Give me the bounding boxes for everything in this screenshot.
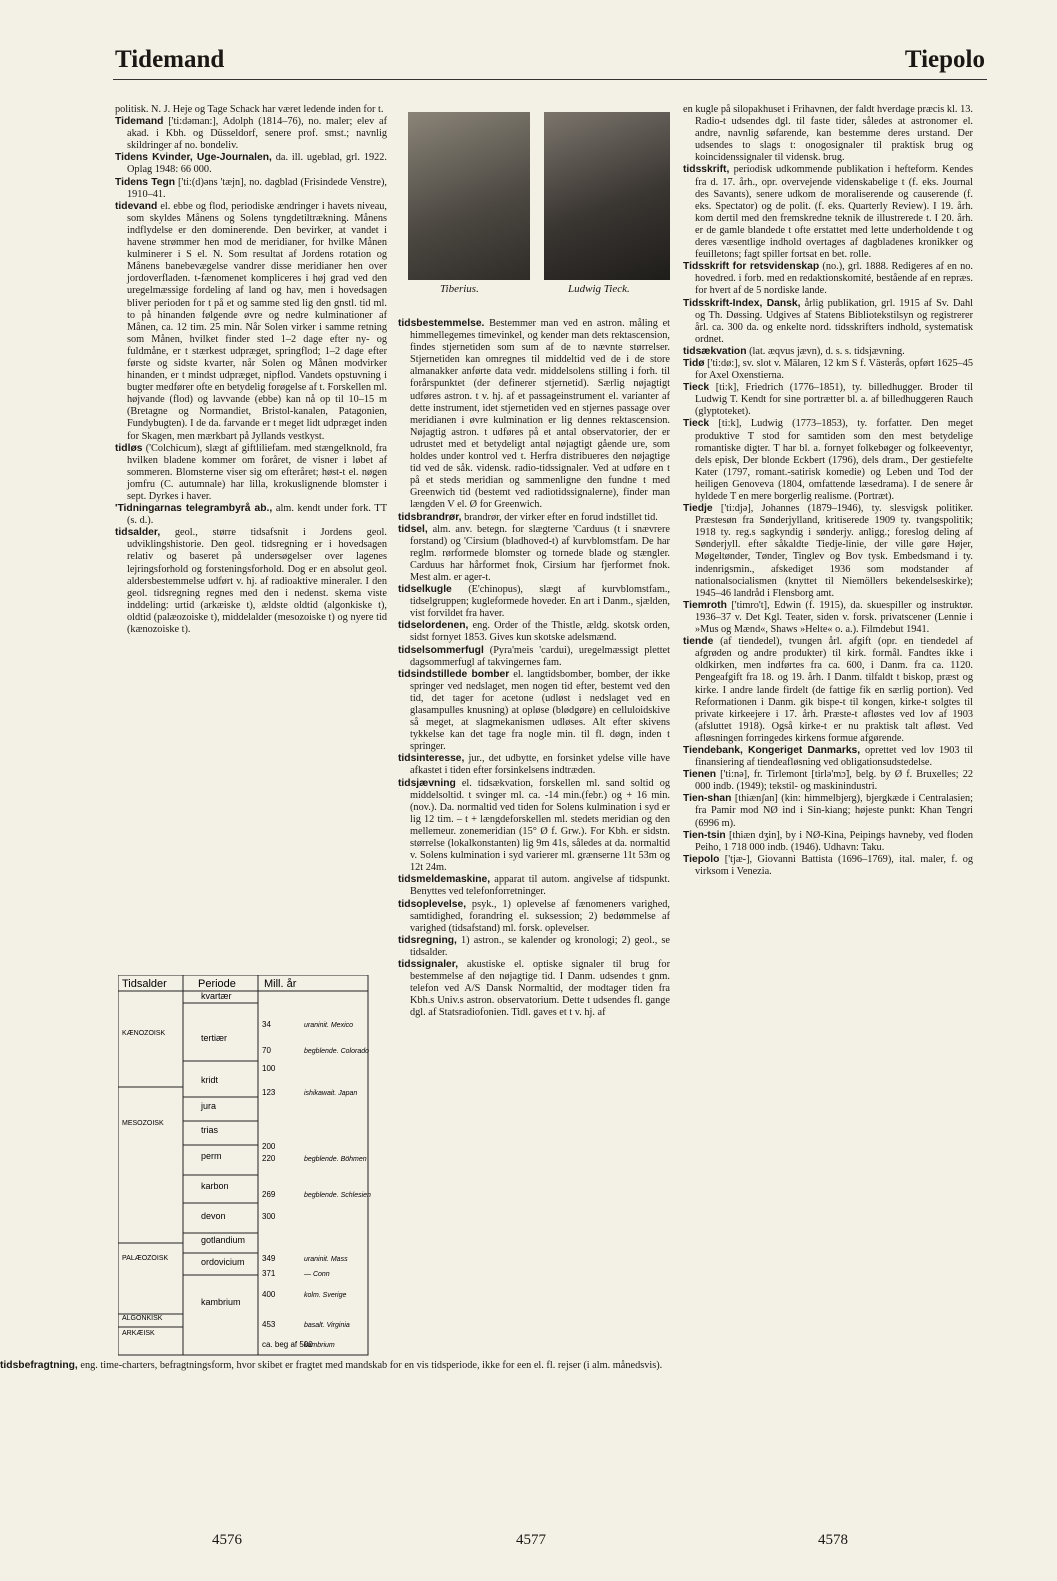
headword: tidsskrift, xyxy=(683,164,730,176)
era-label: KÆNOZOISK xyxy=(122,1030,166,1037)
headword: Tien-shan xyxy=(683,793,732,805)
entry xyxy=(398,778,670,875)
entry-text: årlig publikation, grl. 1915 af Sv. Dahl og Th. Døssing. Udgives af Statens Bibliotekstilsyn og registrerer årl. ca. 300 da. og enkelte nord. tidsskrifters indhold, systematisk ordnet. xyxy=(695,297,973,345)
era-label: PALÆOZOISK xyxy=(122,1255,169,1262)
entry xyxy=(115,116,387,152)
headword: tidsækvation xyxy=(683,345,747,357)
age-note: kolm. Sverige xyxy=(304,1292,347,1299)
era-label: ALGONKISK xyxy=(122,1315,163,1322)
period-label: ordovicium xyxy=(201,1257,245,1267)
entry-text: ['tjæ-], Giovanni Battista (1696–1769), ital. maler, f. og virksom i Venezia. xyxy=(695,853,973,877)
entry-text: ['ti:nə], fr. Tirlemont [tirlə'mɔ̃], belg. by Ø f. Bruxelles; 22 000 indb. (1949); tekstil- og maskinindustri. xyxy=(695,769,973,793)
headword: tidsindstillede bomber xyxy=(398,668,510,680)
entry xyxy=(398,512,670,524)
entry-text: eng. Order of the Thistle, ældg. skotsk orden, sidst fornyet 1853. Gives kun skotske adelsmænd. xyxy=(410,620,670,644)
entry-text: ['ti:dø:], sv. slot v. Mälaren, 12 km S f. Västerås, opført 1625–45 for Axel Oxenstierna. xyxy=(695,357,973,382)
entry xyxy=(683,382,973,418)
entry xyxy=(683,164,973,261)
age-value: 100 xyxy=(262,1064,276,1073)
entry xyxy=(398,584,670,620)
headword: tidsregning, xyxy=(398,934,457,946)
entry-text: el. tidsækvation, forskellen ml. sand soltid og middelsoltid. t svinger ml. ca. -14 min.(febr.) og + 16 min.(nov.). Da. normaltid ved tiden for Solens kulmination i syd er lig 12 tim. – t + længdeforskellen ml. stedets meridian og den mellemeur. zonemeridian (15° Ø f. Grw.). For Kbh. er sidstn. størrelse (lokalkonstanten) lig 9m 41s, således at da. normaltid v. Solens kulmination i syd varierer ml. grænserne 11t 53m og 12t 24m. xyxy=(410,777,670,874)
headword: tidssignaler, xyxy=(398,958,459,970)
entry-text: ['timro't], Edwin (f. 1915), da. skuespiller og instruktør. 1936–37 v. Det Kgl. Teater, siden v. forsk. privatscener (Lennie i »Mus og Mænd«, Shaws »Helte« o. a.). Filmdebut 1941. xyxy=(695,599,973,636)
period-label: kvartær xyxy=(201,991,232,1001)
headword: Tidø xyxy=(683,357,705,369)
entry-text: (lat. æqvus jævn), d. s. s. tidsjævning. xyxy=(746,345,905,357)
entry xyxy=(398,899,670,935)
entry xyxy=(683,636,973,745)
headword: tidevand xyxy=(115,200,158,212)
entry xyxy=(115,152,387,176)
page-number-left: 4576 xyxy=(212,1532,242,1548)
age-note: begblende. Colorado xyxy=(304,1048,369,1055)
entry-text: periodisk udkommende publikation i hefteform. Kendes fra d. 17. årh., opr. overvejende videnskabelige t (f. eks. Journal des Savants), senere udkom de moraliserende og causerende (f. eks. Spectator) og de polit. (f. eks. Quarterly Review). I 19. årh. kom dertil med den fremskredne teknik de illustrerede t. I 20. årh. er de gamle blandede t ofte erstattet med lette underholdende t og deres væsentlige indhold overtages af dagbladenes kronikker og feuilletons; fagt spiller fortsat en bet. rolle. xyxy=(695,164,973,261)
geologic-time-table xyxy=(118,975,380,1357)
age-note: basalt. Virginia xyxy=(304,1322,350,1329)
headword: Tiendebank, Kongeriget Danmarks, xyxy=(683,744,861,756)
entry xyxy=(683,830,973,854)
column-left-tail xyxy=(0,1360,662,1372)
age-value: 269 xyxy=(262,1190,276,1199)
age-note: uraninit. Mexico xyxy=(304,1022,354,1029)
entry-text: brandrør, der virker efter en forud indstillet tid. xyxy=(461,511,658,523)
entry xyxy=(398,524,670,584)
entry-text: ['ti:djə], Johannes (1879–1946), ty. slesvigsk politiker. Præstesøn fra Sønderjylland, kritiserede 1909 ty. tvangspolitik; 1918 ty. reg.s sagkyndig i sønderjy. anligg.; foreslog deling af Sønderjyll. efter såkaldte Tiedje-linie, der ville gøre Højer, Møgeltønder, Tønder, Tinglev og Bov tysk. Embedsmand i ty. indenrigsmin., afskediget 1936 som modstander af nationalsocialismen (knyttet til Niemöllers bekendelseskirke); 1945–46 landråd i Flensborg amt. xyxy=(695,503,973,599)
era-label: ARKÆISK xyxy=(122,1330,155,1337)
column-right xyxy=(683,104,973,878)
age-value: 400 xyxy=(262,1290,276,1299)
running-head-left: Tidemand xyxy=(115,46,225,73)
period-label: perm xyxy=(201,1151,222,1161)
entry-text: (E'chinopus), slægt af kurvblomstfam., tidselgruppen; kugleformede hoveder. En art i Danm., sjælden, vist forvildet fra haver. xyxy=(410,584,670,620)
headword: tidselkugle xyxy=(398,584,452,596)
age-note: begblende. Schlesien xyxy=(304,1192,371,1199)
period-label: karbon xyxy=(201,1181,229,1191)
age-value: 371 xyxy=(262,1269,276,1278)
page-number-middle: 4577 xyxy=(516,1532,546,1548)
headword: tidsmeldemaskine, xyxy=(398,874,491,886)
entry xyxy=(115,527,387,636)
headword: Tiepolo xyxy=(683,853,720,865)
caption-ludwig-tieck: Ludwig Tieck. xyxy=(568,283,630,295)
period-label: trias xyxy=(201,1125,219,1135)
period-label: gotlandium xyxy=(201,1235,246,1245)
entry xyxy=(398,318,670,512)
headword: tidsel, xyxy=(398,523,428,535)
entry xyxy=(0,1360,662,1372)
entry xyxy=(398,874,670,898)
period-label: tertiær xyxy=(201,1033,228,1043)
headword: Tienen xyxy=(683,769,716,781)
entry xyxy=(398,935,670,959)
entry xyxy=(398,753,670,777)
entry-text: (af tiendedel), tvungen årl. afgift (opr. en tiendedel af afgrøden og andre produkter) til kirk. formål. Fandtes ikke i oldkirken, men indførtes fra ca. 600, i Danm. fra ca. 1120. Pengeafgift fra 18. og 19. årh. I Danm. tilfaldt t biskop, præst og kirke. I andre lande firdelt (de fattige fik en særlig portion). Ved Reformationen i Danm. gik bispe-t til kongen, kirke-t solgtes til private kirkeejere i 17. årh. Præste-t afløstes ved lov af 1903 (afsluttet 1918). Også kirke-t er nu praktisk talt afløst. Ved afløsningen forringedes kirkens formue afgørende. xyxy=(695,636,973,744)
age-value: 123 xyxy=(262,1088,276,1097)
entry-text: Bestemmer man ved en astron. måling et himmellegemes timevinkel, og kender man dets rektascension, findes stjernetiden som sum af de to nævnte størrelser. Stjernetiden kan omregnes til middeltid ved de i de store almanakker anførte data vedr. middelsolens stilling i forh. til forårspunktet (der definerer stjernetid). Særlig nøjagtigt udføres astron. t v. hj. af et passageinstrument el. varianter af dette instrument, idet stjernetiden ved en stjernes passage over meridianen i øvre kulmination er lig dennes rektascension. Nøjagtig astron. t udføres på et antal observatorier, der er udrustet med et betydeligt antal nøjagtigt gående ure, som holdes under kontrol ved t. Herfra distribueres den nøjagtige tid ved de såk. vidensk. radio-tidssignaler. Ved at udføre en t på et steds meridian og sammenligne den fundne t med Greenwich tid (bestemt ved radiotidssignalerne), finder man længden V el. Ø for Greenwich. xyxy=(410,318,670,511)
entry xyxy=(115,104,387,116)
headword: tidsoplevelse, xyxy=(398,898,467,910)
entry xyxy=(115,443,387,503)
table-header-myr: Mill. år xyxy=(264,978,297,990)
age-note: begblende. Böhmen xyxy=(304,1156,367,1163)
table-header-era: Tidsalder xyxy=(122,978,167,990)
headword: tidsbefragtning, xyxy=(0,1360,78,1371)
entry xyxy=(683,346,973,358)
entry-text: [thiænʃan] (kin: himmelbjerg), bjergkæde i Centralasien; fra Pamir mod NØ ind i Sin-kiang; højeste punkt: Khan Tengri (6996 m). xyxy=(695,793,973,829)
entry xyxy=(683,261,973,297)
entry-text: alm. kendt under fork. TT (s. d.). xyxy=(127,503,387,527)
entry xyxy=(683,298,973,346)
headword: Tidemand xyxy=(115,116,164,128)
entry-text: da. ill. ugeblad, grl. 1922. Oplag 1948: 66 000. xyxy=(127,152,387,176)
entry-text: apparat til autom. angivelse af tidspunkt. Benyttes ved telefonforretninger. xyxy=(410,874,670,898)
entry xyxy=(115,201,387,443)
headword: tidselsommerfugl xyxy=(398,644,484,656)
header-rule xyxy=(113,79,987,80)
headword: tidselordenen, xyxy=(398,620,469,632)
page-number-right: 4578 xyxy=(818,1532,848,1548)
entry-text: geol., større tidsafsnit i Jordens geol. udviklingshistorie. Den geol. tidsregning er i hovedsagen relativ og baseret på undersøgelser over lagenes lejringsforhold og forsteningsforhold. Dog er en absolut geol. aldersbestemmelse udført v. hj. af radioaktive mineraler. I den geol. tidsregning regnes med den i nedenst. skema viste inddeling: urtid (arkæiske t), ældste oldtid (algonkiske t), oldtid (palæozoiske t), middelalder (mesozoiske t) og nyere tid (kænozoiske t). xyxy=(127,527,387,636)
age-note: uraninit. Mass xyxy=(304,1256,348,1263)
age-note: ishikawait. Japan xyxy=(304,1090,358,1097)
headword: tidløs xyxy=(115,442,143,454)
age-value: 220 xyxy=(262,1154,276,1163)
headword: Tiemroth xyxy=(683,599,727,611)
entry xyxy=(115,177,387,201)
entry-text: ['ti:dəman:], Adolph (1814–76), no. maler; elev af akad. i Kbh. og Düsseldorf, senere prof. smst.; navnlig skildringer af no. bondeliv. xyxy=(127,116,387,152)
headword: 'Tidningarnas telegrambyrå ab., xyxy=(115,503,273,515)
entry-text: 1) astron., se kalender og kronologi; 2) geol., se tidsalder. xyxy=(410,934,670,958)
headword: Tieck xyxy=(683,382,710,394)
entry-text: [ti:k], Ludwig (1773–1853), ty. forfatter. Den meget produktive T stod for samtiden som den mest betydelige romantiske digter. T har bl. a. fornyet folkebøger og folkeeventyr, dels episk, Der blonde Eckbert (1796), dels dram., Der gestiefelte Kater (1797, romant.-satirisk komedie) og Leben und Tod der heiligen Genoveva (1804, omfattende læsedrama). I de senere år hyldede T en mere borgerlig realisme. (Portræt). xyxy=(695,418,973,502)
entry xyxy=(683,745,973,769)
entry-text: (no.), grl. 1888. Redigeres af en no. hovedred. i forb. med en redaktionskomité, bestående af en repræs. for hvert af de 5 nordiske lande. xyxy=(695,261,973,297)
entry-text: alm. anv. betegn. for slægterne 'Carduus (t i snævrere forstand) og 'Cirsium (bladhoved-t) af kurvblomstfam. De har reglm. rørformede blomster og tornede blade og stængler. Carduus har hårformet fnok, Cirsium har fjerformet fnok. Mest alm. er ager-t. xyxy=(410,523,670,583)
entry-text: eng. time-charters, befragtningsform, hvor skibet er fragtet med mandskab for en vis tidsperiode, ikke for een el. fl. rejser (i alm. månedsvis). xyxy=(77,1360,663,1371)
age-value: 349 xyxy=(262,1254,276,1263)
headword: tidsbrandrør, xyxy=(398,511,462,523)
entry-text: politisk. N. J. Heje og Tage Schack har været ledende inden for t. xyxy=(115,104,384,115)
headword: Tidsskrift for retsvidenskap xyxy=(683,261,820,273)
entry-text: akustiske el. optiske signaler til brug for bestemmelse af den nøjagtige tid. I Danm. udsendes t gnm. telefon ved A/S Dansk Normaltid, der modtager tiden fra Kbh.s Univ.s astron. observatorium. Dette t udsendes fl. gange dgl. af Statsradiofonien. Tidl. gaves et t v. hj. af xyxy=(410,958,670,1019)
headword: Tien-tsin xyxy=(683,829,726,841)
entry-text: (Pyra'meis 'cardui), uregelmæssigt plettet dagsommerfugl af takvingernes fam. xyxy=(410,644,670,668)
entry xyxy=(683,503,973,600)
period-label: jura xyxy=(201,1101,217,1111)
age-note: — Conn xyxy=(304,1271,330,1278)
era-label: MESOZOISK xyxy=(122,1120,164,1127)
age-value: ca. beg af 500 xyxy=(262,1340,313,1349)
entry-text: jur., det udbytte, en forsinket ydelse ville have afkastet i tiden efter forsinkelsens indtræden. xyxy=(410,753,670,777)
entry xyxy=(683,418,973,503)
portrait-tiberius xyxy=(408,112,530,280)
age-value: 200 xyxy=(262,1142,276,1151)
portrait-ludwig-tieck xyxy=(544,112,670,280)
headword: Tidsskrift-Index, Dansk, xyxy=(683,297,801,309)
entry-text: ['ti:(d)əns 'tæjn], no. dagblad (Frisindede Venstre), 1910–41. xyxy=(127,176,387,200)
column-middle xyxy=(398,318,670,1019)
headword: tidsbestemmelse. xyxy=(398,318,485,329)
entry-text: ('Colchicum), slægt af giftliliefam. med stængelknold, fra hvilken bladene kommer om foråret, de visner i løbet af sommeren. Blomsterne viser sig om efteråret; høst-t el. nøgen jomfru (C. autumnale) har lilla, krokuslignende blomster i sept. Dyrkes i haver. xyxy=(127,442,387,502)
headword: Tidens Tegn xyxy=(115,176,176,188)
age-value: 70 xyxy=(262,1046,271,1055)
headword: Tieck xyxy=(683,418,710,430)
entry-text: [thiæn dʒin], by i NØ-Kina, Peipings havneby, ved floden Peiho, 1 718 000 indb. (1946). Udhavn: Taku. xyxy=(695,829,973,853)
entry xyxy=(398,645,670,669)
entry xyxy=(398,959,670,1019)
entry-text: oprettet ved lov 1903 til finansiering af tiendeafløsning ved obligationsudstedelse. xyxy=(695,744,973,769)
entry xyxy=(683,358,973,382)
period-label: kambrium xyxy=(201,1297,241,1307)
entry-text: psyk., 1) oplevelse af fænomeners varighed, samtidighed, forandring el. suksession; 2) bedømmelse af varighed (tidsafstand) ml. forsk. oplevelser. xyxy=(410,898,670,934)
age-value: 300 xyxy=(262,1212,276,1221)
entry xyxy=(683,854,973,878)
entry xyxy=(398,620,670,644)
age-value: 34 xyxy=(262,1020,271,1029)
entry xyxy=(683,793,973,829)
headword: Tidens Kvinder, Uge-Journalen, xyxy=(115,152,272,164)
entry xyxy=(398,669,670,754)
running-head-right: Tiepolo xyxy=(904,46,985,73)
entry xyxy=(683,600,973,636)
entry-text: el. ebbe og flod, periodiske ændringer i havets niveau, som skyldes Månens og Solens tyngdetiltrækning. Månens indflydelse er den dominerende. Den bevirker, at vandet i havene strømmer hen mod de meridianer, for hvilke Månen kulminerer i S el. N. Som resultat af Jordens rotation og Månens banebevægelse vandrer disse meridianer hen over jordoverfladen. t-fænomenet kompliceres i høj grad ved den uregelmæssige fordeling af land og hav, men i hovedsagen bliver perioden for t på et og samme sted lig den gnstl. tid ml. to på hinanden følgende øvre og nedre kulminationer af Månen, ca. 12 tim. 25 min. Når Solen virker i samme retning som Månen, hvilket finder sted 1–2 dage efter ny- og fuldmåne, er t stærkest udpræget, springflod; 1–2 dage efter første og sidste kvarter, når Solen og Månen modvirker hinanden, er t mindst udpræget, nipflod. Vandets opstuvning i bugter medfører ofte en betydelig forøgelse af t. Forskellen ml. højvande (flod) og lavvande (ebbe) kan nå op til 10–15 m (Bretagne og Normandiet, Bristol-kanalen, Patagonien, Fundybugten). I de da. farvande er t meget lidt udpræget inden for Skagen, men mærkbart på Jyllands vestkyst. xyxy=(127,200,387,442)
entry xyxy=(115,503,387,527)
period-label: devon xyxy=(201,1211,226,1221)
caption-tiberius: Tiberius. xyxy=(440,283,479,295)
headword: tidsinteresse, xyxy=(398,753,465,765)
headword: tidsjævning xyxy=(398,777,456,789)
period-label: kridt xyxy=(201,1075,219,1085)
headword: Tiedje xyxy=(683,503,713,515)
entry-text: el. langtidsbomber, bomber, der ikke springer ved nedslaget, men nogen tid efter, bestemt ved den tid, det tager for acetone (udløst i nedslaget ved en glasampulles knusning) at opløse (blødgøre) en celluloidskive så meget, at slagmekanismen udløses. Alt efter skivens tykkelse kan det tage fra nogle min. til fl. døgn, inden t springer. xyxy=(410,668,670,753)
entry xyxy=(683,104,973,164)
entry-text: en kugle på silopakhuset i Frihavnen, der faldt hverdage præcis kl. 13. Radio-t udsendes dgl. til faste tider, således at astronomer el. andre, navnlig søfarende, kan bestemme deres urstand. Der udsendes to slags t: onogosignaler til praktisk brug og koincidenssignaler til vidensk. brug. xyxy=(683,104,973,164)
headword: tidsalder, xyxy=(115,527,161,539)
column-left xyxy=(115,104,387,636)
table-header-period: Periode xyxy=(198,978,236,990)
headword: tiende xyxy=(683,636,714,648)
age-note: kambrium xyxy=(304,1342,335,1349)
age-value: 453 xyxy=(262,1320,276,1329)
entry-text: [ti:k], Friedrich (1776–1851), ty. billedhugger. Broder til Ludwig T. Kendt for sine portrætter bl. a. af billedhuggeren Rauch (glyptoteket). xyxy=(695,382,973,418)
entry xyxy=(683,769,973,793)
